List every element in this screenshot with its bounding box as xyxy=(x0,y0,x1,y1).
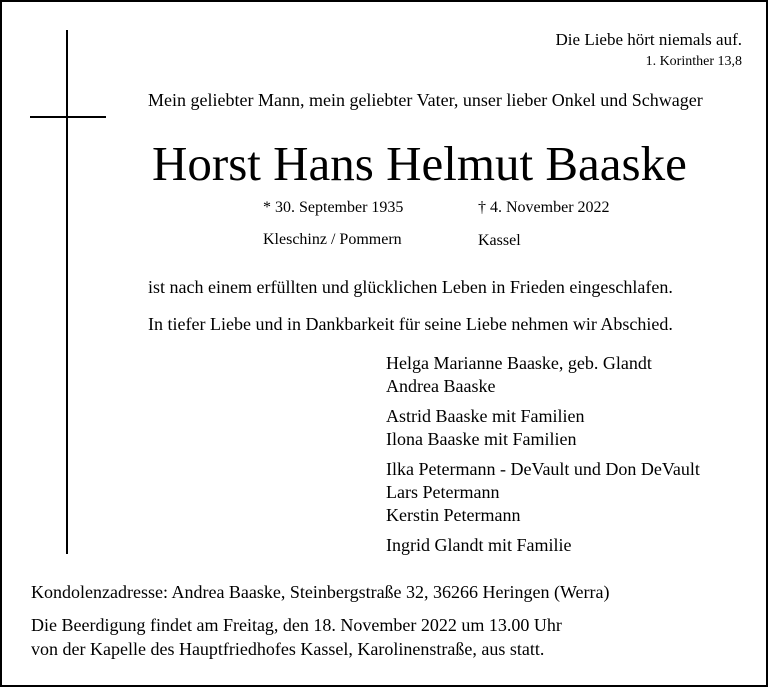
family-member: Ilka Petermann - DeVault und Don DeVault xyxy=(386,459,700,479)
family-member: Kerstin Petermann xyxy=(386,505,521,525)
funeral-info-line-1: Die Beerdigung findet am Freitag, den 18. November 2022 um 13.00 Uhr xyxy=(31,615,562,635)
family-member: Lars Petermann xyxy=(386,482,500,502)
family-member: Helga Marianne Baaske, geb. Glandt xyxy=(386,353,652,373)
family-member: Ingrid Glandt mit Familie xyxy=(386,535,572,555)
intro-text: Mein geliebter Mann, mein geliebter Vater, unser lieber Onkel und Schwager xyxy=(148,90,703,110)
family-group xyxy=(386,458,700,527)
body-line-1: ist nach einem erfüllten und glücklichen Leben in Frieden eingeschlafen. xyxy=(148,277,673,297)
family-group xyxy=(386,405,700,451)
condolence-address: Kondolenzadresse: Andrea Baaske, Steinbergstraße 32, 36266 Heringen (Werra) xyxy=(31,582,610,602)
funeral-info-line-2: von der Kapelle des Hauptfriedhofes Kassel, Karolinenstraße, aus statt. xyxy=(31,639,545,659)
family-member: Ilona Baaske mit Familien xyxy=(386,429,577,449)
birth-place: Kleschinz / Pommern xyxy=(263,231,402,248)
body-line-2: In tiefer Liebe und in Dankbarkeit für seine Liebe nehmen wir Abschied. xyxy=(148,314,673,334)
bible-quote-source: 1. Korinther 13,8 xyxy=(645,54,742,69)
family-member: Astrid Baaske mit Familien xyxy=(386,406,585,426)
family-list xyxy=(386,352,700,564)
family-member: Andrea Baaske xyxy=(386,376,496,396)
cross-icon-horizontal xyxy=(30,116,106,118)
deceased-name: Horst Hans Helmut Baaske xyxy=(152,136,687,191)
death-place: Kassel xyxy=(478,232,521,249)
family-group xyxy=(386,534,700,557)
family-group xyxy=(386,352,700,398)
bible-quote: Die Liebe hört niemals auf. xyxy=(555,30,742,49)
death-date: † 4. November 2022 xyxy=(478,199,610,216)
birth-date: * 30. September 1935 xyxy=(263,199,404,216)
cross-icon-vertical xyxy=(66,30,68,554)
